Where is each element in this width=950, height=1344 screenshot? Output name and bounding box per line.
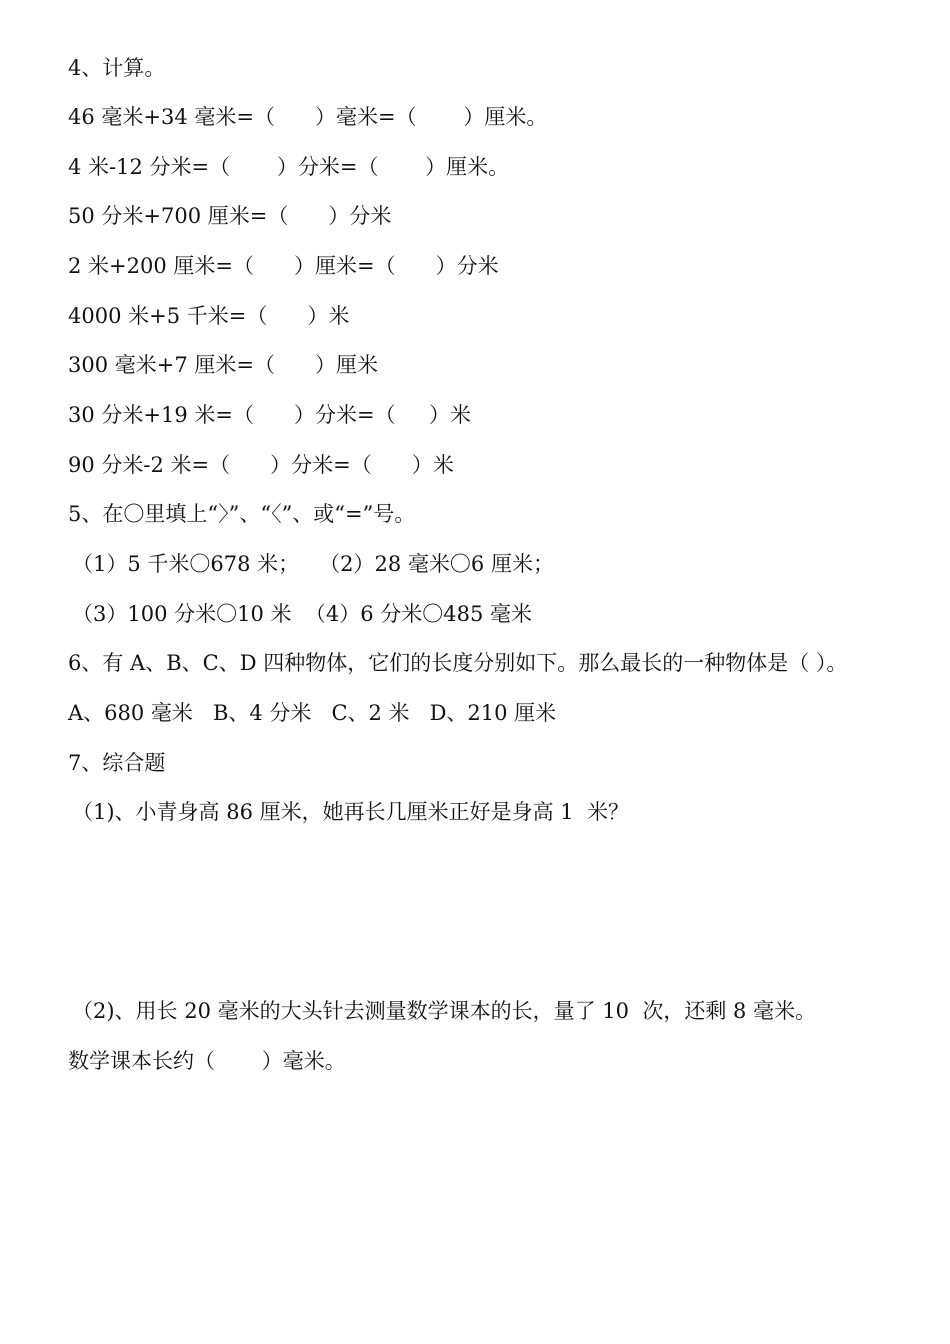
q5-row-2: （3）100 分米〇10 米 （4）6 分米〇485 毫米: [72, 602, 533, 626]
q4-item-7: 30 分米+19 米=（ ）分米=（ ）米: [68, 403, 472, 427]
q4-item-5: 4000 米+5 千米=（ ）米: [68, 304, 350, 328]
q4-item-6: 300 毫米+7 厘米=（ ）厘米: [68, 353, 379, 377]
question-6-heading: 6、有 A、B、C、D 四种物体，它们的长度分别如下。那么最长的一种物体是（ ）。: [68, 651, 848, 675]
q7-sub-2-line-2: 数学课本长约（ ）毫米。: [68, 1049, 346, 1073]
q7-sub-1: （1)、小青身高 86 厘米，她再长几厘米正好是身高 1 米？: [72, 800, 630, 824]
q6-options: A、680 毫米 B、4 分米 C、2 米 D、210 厘米: [68, 701, 557, 725]
q4-item-4: 2 米+200 厘米=（ ）厘米=（ ）分米: [68, 254, 499, 278]
q4-item-1: 46 毫米+34 毫米=（ ）毫米=（ ）厘米。: [68, 105, 548, 129]
question-5-heading: 5、在〇里填上“〉”、“〈”、或“=”号。: [68, 502, 416, 526]
q5-row-1: （1）5 千米〇678 米； （2）28 毫米〇6 厘米；: [72, 552, 554, 576]
q4-item-2: 4 米-12 分米=（ ）分米=（ ）厘米。: [68, 155, 510, 179]
q7-sub-2-line-1: （2)、用长 20 毫米的大头针去测量数学课本的长，量了 10 次，还剩 8 毫米。: [72, 999, 817, 1023]
q4-item-8: 90 分米-2 米=（ ）分米=（ ）米: [68, 453, 454, 477]
q4-item-3: 50 分米+700 厘米=（ ）分米: [68, 204, 392, 228]
question-7-heading: 7、综合题: [68, 751, 166, 775]
question-4-heading: 4、计算。: [68, 56, 166, 80]
